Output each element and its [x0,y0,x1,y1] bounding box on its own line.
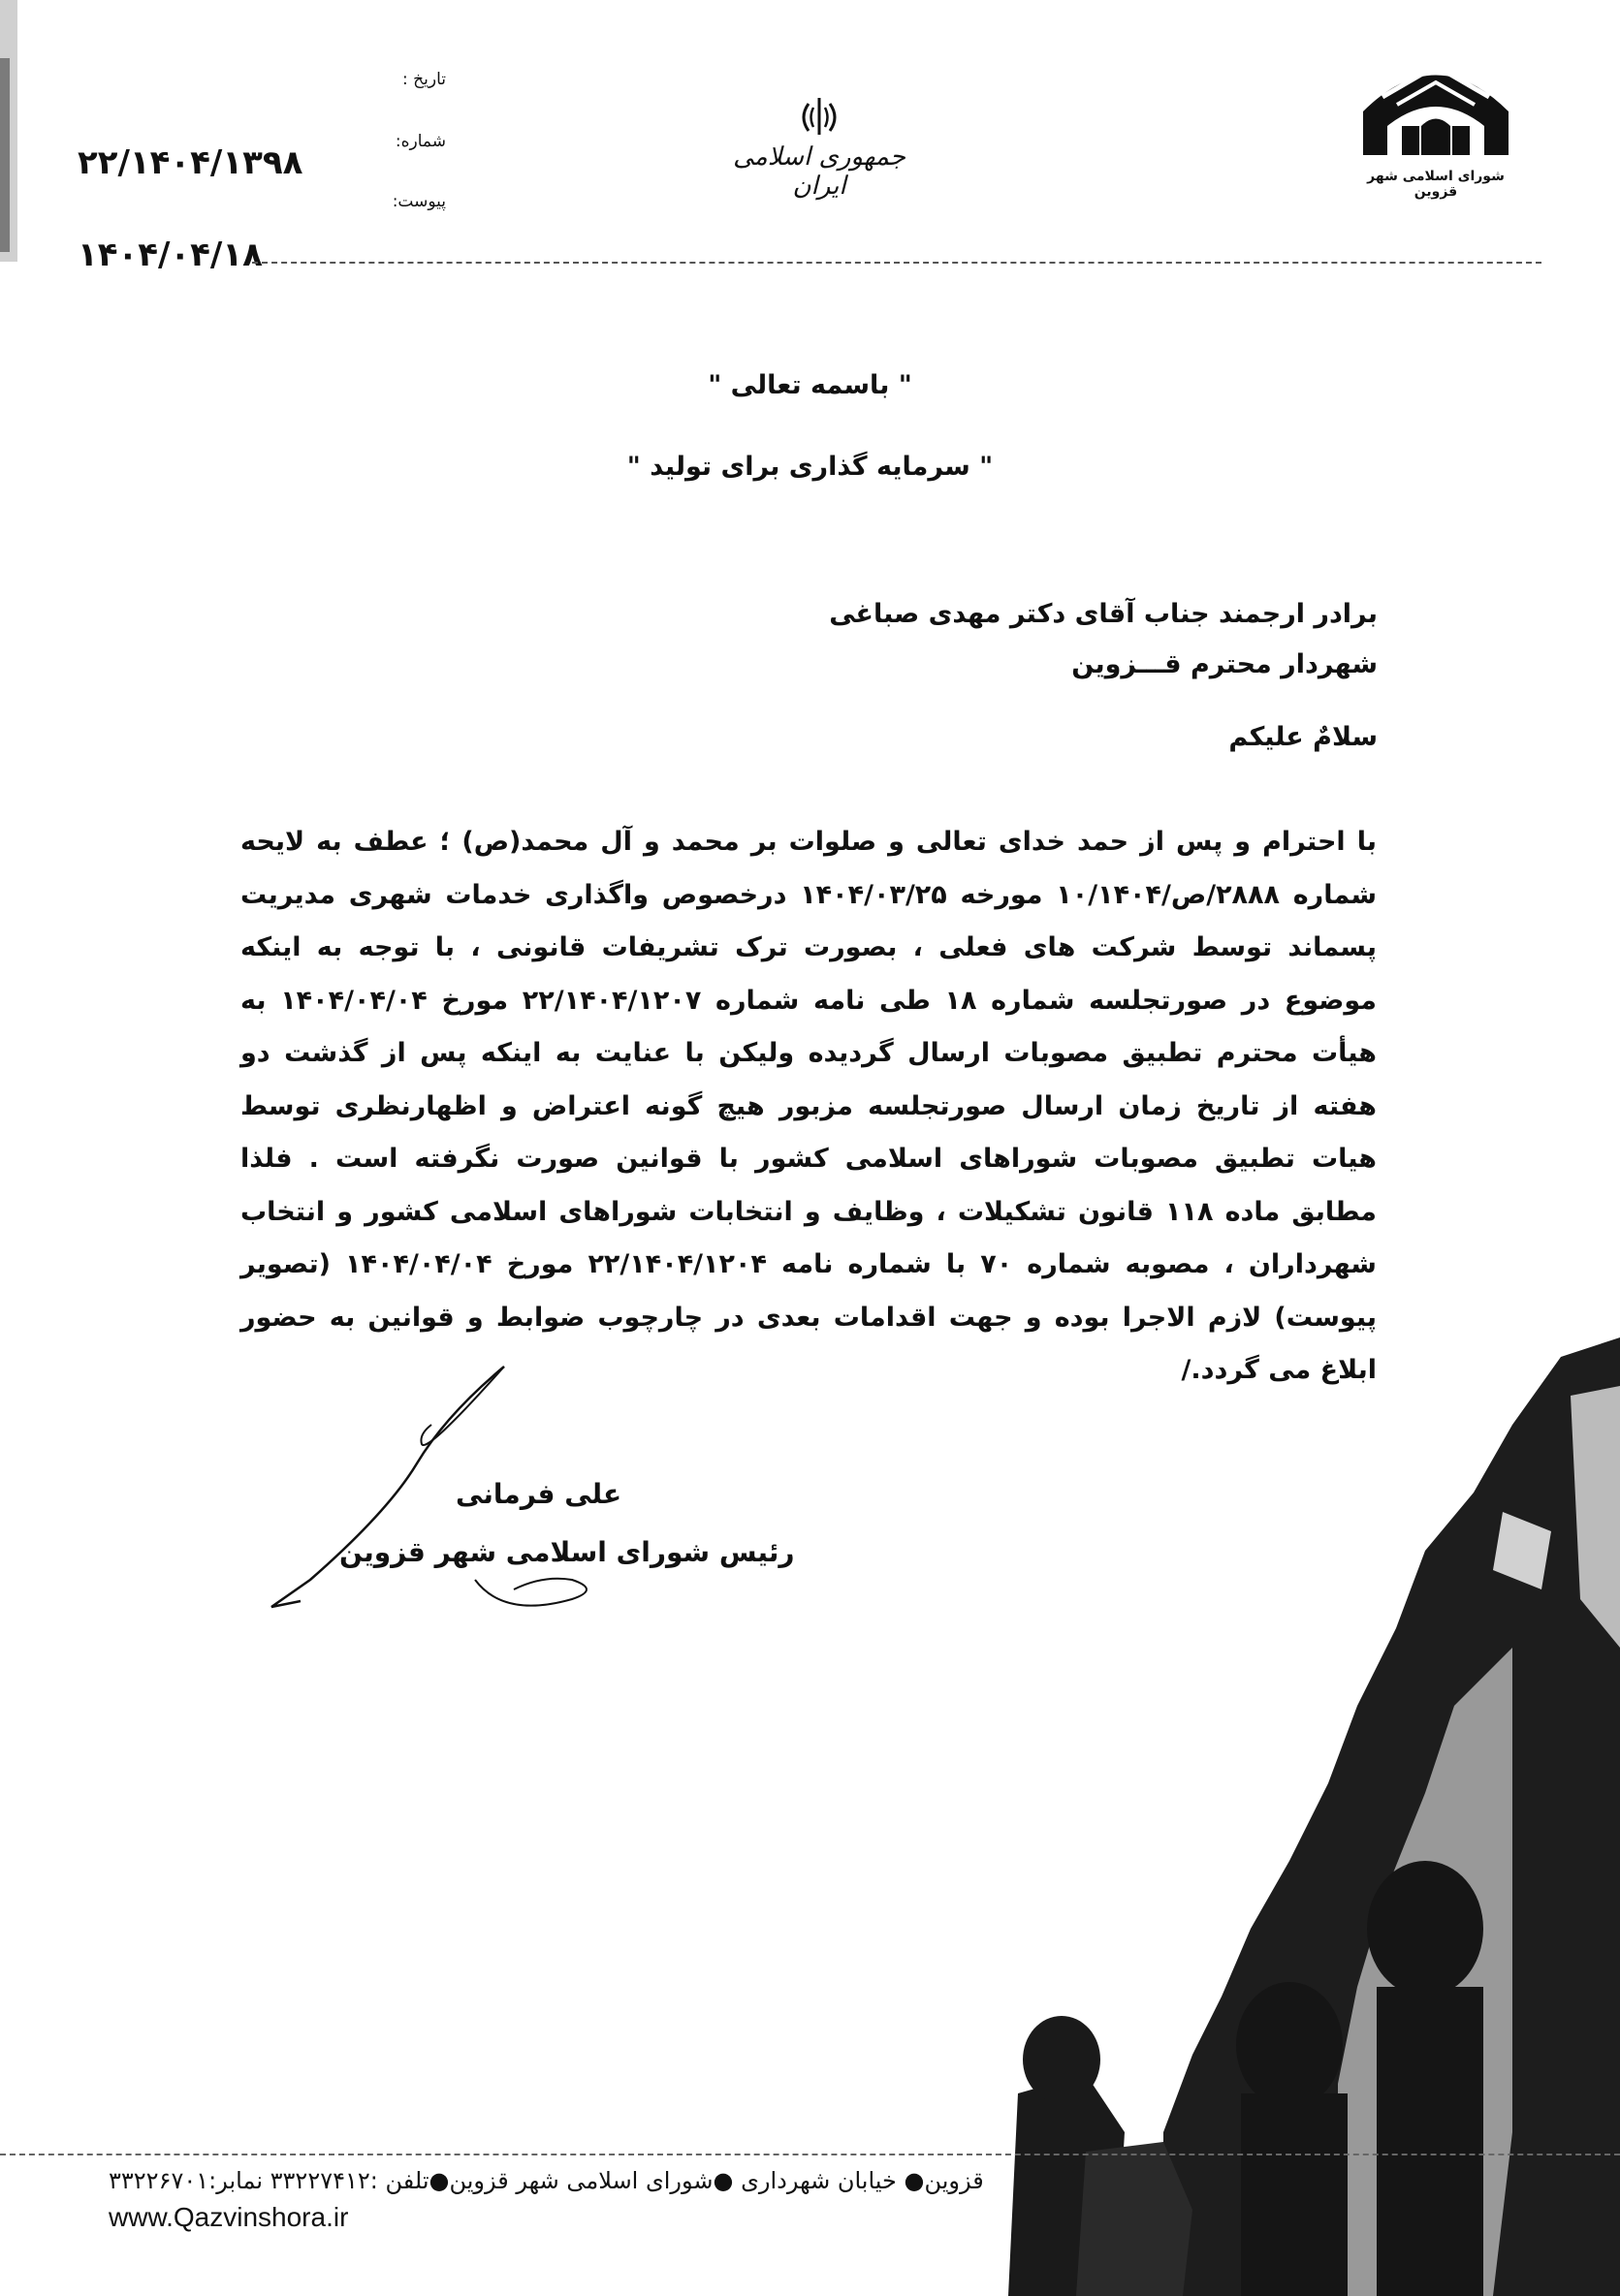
slogan-line: " سرمایه گذاری برای تولید " [626,452,994,482]
republic-text: جمهوری اسلامی ایران [733,142,905,201]
addressee-line-1: برادر ارجمند جناب آقای دکتر مهدی صباغی [829,599,1378,629]
iran-emblem-icon [795,92,843,141]
greeting-line: سلامٌ علیکم [1228,722,1378,752]
paragraph-text-2: ، با توجه به اینکه موضوع در صورتجلسه شماره ۱۸ طی نامه شماره ۲۲/۱۴۰۴/۱۲۰۷ مورخ ۱۴۰۴/۰۴/۰۴ به هیأت محترم تطبیق مصوبات ارسال گردیده ولیکن با عنایت به اینکه پس از گذشت دو هفته از تاریخ زمان ارسال صورتجلسه مزبور هیچ گونه اعتراض و اظهارنظری توسط هیات تطبیق مصوبات شوراهای اسلامی کشور با قوانین صورت نگرفته است . فلذا مطابق ماده ۱۱۸ قانون تشکیلات ، وظایف و انتخابات شوراهای اسلامی کشور و انتخاب شهرداران ، مصوبه شماره ۷۰ با شماره نامه ۲۲/۱۴۰۴/۱۲۰۴ مورخ ۱۴۰۴/۰۴/۰۴ (تصویر پیوست) لازم الاجرا بوده و جهت اقدامات بعدی در چارچوب ضوابط و قوانین به حضور ابلاغ می گردد./ [240,932,1377,1385]
letter-date-value: ۱۴۰۴/۰۴/۱۸ [78,236,263,274]
council-logo-caption: شورای اسلامی شهر قزوین [1367,169,1505,200]
header-divider [252,262,1541,264]
footer-divider [0,2154,1620,2155]
footer-website: www.Qazvinshora.ir [109,2202,349,2232]
date-label: تاریخ : [402,70,446,89]
footer-address: قزوین● خیابان شهرداری ●شورای اسلامی شهر قزوین●تلفن :۳۳۲۲۷۴۱۲ نمابر:۳۳۲۲۶۷۰۱ [109,2167,984,2194]
addressee-line-2: شهردار محترم قـــزوین [1071,649,1378,679]
letter-body-paragraph [240,816,1377,1398]
council-logo [1349,58,1523,204]
council-building-icon [1353,58,1518,165]
paragraph-text-1: با احترام و پس از حمد خدای تعالی و صلوات بر محمد و آل محمد(ص) ؛ عطف به لایحه شماره ۲۸۸۸/ص/۱۰/۱۴۰۴ مورخه ۱۴۰۴/۰۳/۲۵ درخصوص [240,827,1377,910]
letter-number-value: ۲۲/۱۴۰۴/۱۳۹۸ [78,143,303,182]
signatory-title: رئیس شورای اسلامی شهر قزوین [339,1536,795,1568]
attachment-label: پیوست: [392,192,446,211]
paragraph-bold-subject: واگذاری خدمات شهری مدیریت پسماند توسط شرکت های فعلی ، بصورت ترک تشریفات قانونی [240,879,1378,962]
invocation-line: " باسمه تعالی " [708,370,912,400]
number-label: شماره: [395,132,446,151]
signatory-name: علی فرمانی [456,1478,622,1510]
republic-emblem [722,92,916,201]
